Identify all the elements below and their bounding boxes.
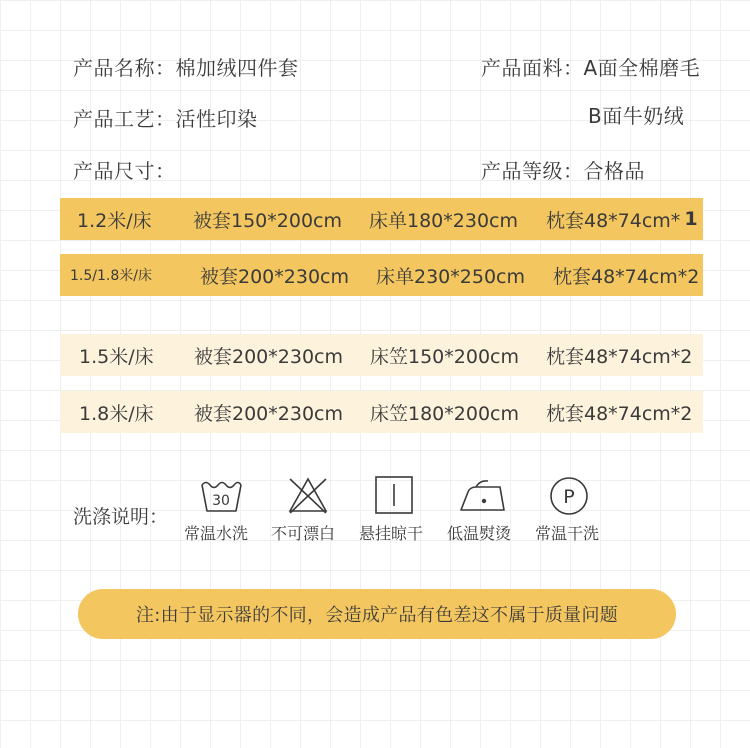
care-label: 洗涤说明： — [73, 506, 169, 528]
pillow-count: 1 — [684, 208, 698, 230]
product-fabric-a: 产品面料：A面全棉磨毛 — [481, 56, 701, 80]
product-craft: 产品工艺：活性印染 — [73, 107, 258, 131]
duvet-size: 被套200*230cm — [194, 345, 343, 368]
duvet-size: 被套200*230cm — [194, 402, 343, 425]
product-name: 产品名称：棉加绒四件套 — [73, 56, 299, 80]
size-row-4 — [60, 391, 703, 433]
sheet-size: 床单180*230cm — [369, 209, 518, 232]
wash-temp: 30 — [212, 493, 230, 509]
care-item-dry-clean: 常温干洗 — [535, 524, 600, 543]
size-row-1 — [60, 198, 703, 240]
pillow-size: 枕套48*74cm*2 — [546, 345, 693, 368]
product-grade: 产品等级：合格品 — [481, 159, 645, 183]
dry-clean-p-icon — [549, 476, 589, 520]
care-item-low-iron: 低温熨烫 — [447, 524, 512, 543]
pillow-size — [546, 198, 698, 240]
care-item-hang-dry: 悬挂晾干 — [359, 524, 424, 543]
duvet-size: 被套150*200cm — [193, 209, 342, 232]
sheet-size: 床笠180*200cm — [370, 402, 519, 425]
low-iron-icon — [458, 478, 508, 518]
duvet-size: 被套200*230cm — [200, 265, 349, 288]
size-row-3 — [60, 334, 703, 376]
care-item-wash: 常温水洗 — [184, 524, 249, 543]
dry-clean-letter: P — [563, 486, 575, 508]
product-size-label: 产品尺寸： — [73, 159, 176, 183]
wash-30-icon — [198, 475, 244, 519]
care-item-no-bleach: 不可漂白 — [271, 524, 336, 543]
pillow-size: 枕套48*74cm*2 — [553, 265, 700, 288]
bed-size: 1.2米/床 — [77, 209, 152, 232]
pillow-size-text: 枕套48*74cm* — [546, 209, 681, 232]
sheet-size: 床笠150*200cm — [370, 345, 519, 368]
bed-size: 1.8米/床 — [79, 402, 154, 425]
pillow-size: 枕套48*74cm*2 — [546, 402, 693, 425]
size-row-2 — [60, 254, 703, 296]
hang-dry-icon — [374, 475, 414, 519]
color-difference-note: 注:由于显示器的不同，会造成产品有色差这不属于质量问题 — [78, 589, 676, 639]
product-fabric-b: B面牛奶绒 — [588, 104, 685, 128]
bed-size: 1.5/1.8米/床 — [70, 268, 152, 284]
no-bleach-icon — [286, 475, 330, 519]
bed-size: 1.5米/床 — [79, 345, 154, 368]
sheet-size: 床单230*250cm — [376, 265, 525, 288]
